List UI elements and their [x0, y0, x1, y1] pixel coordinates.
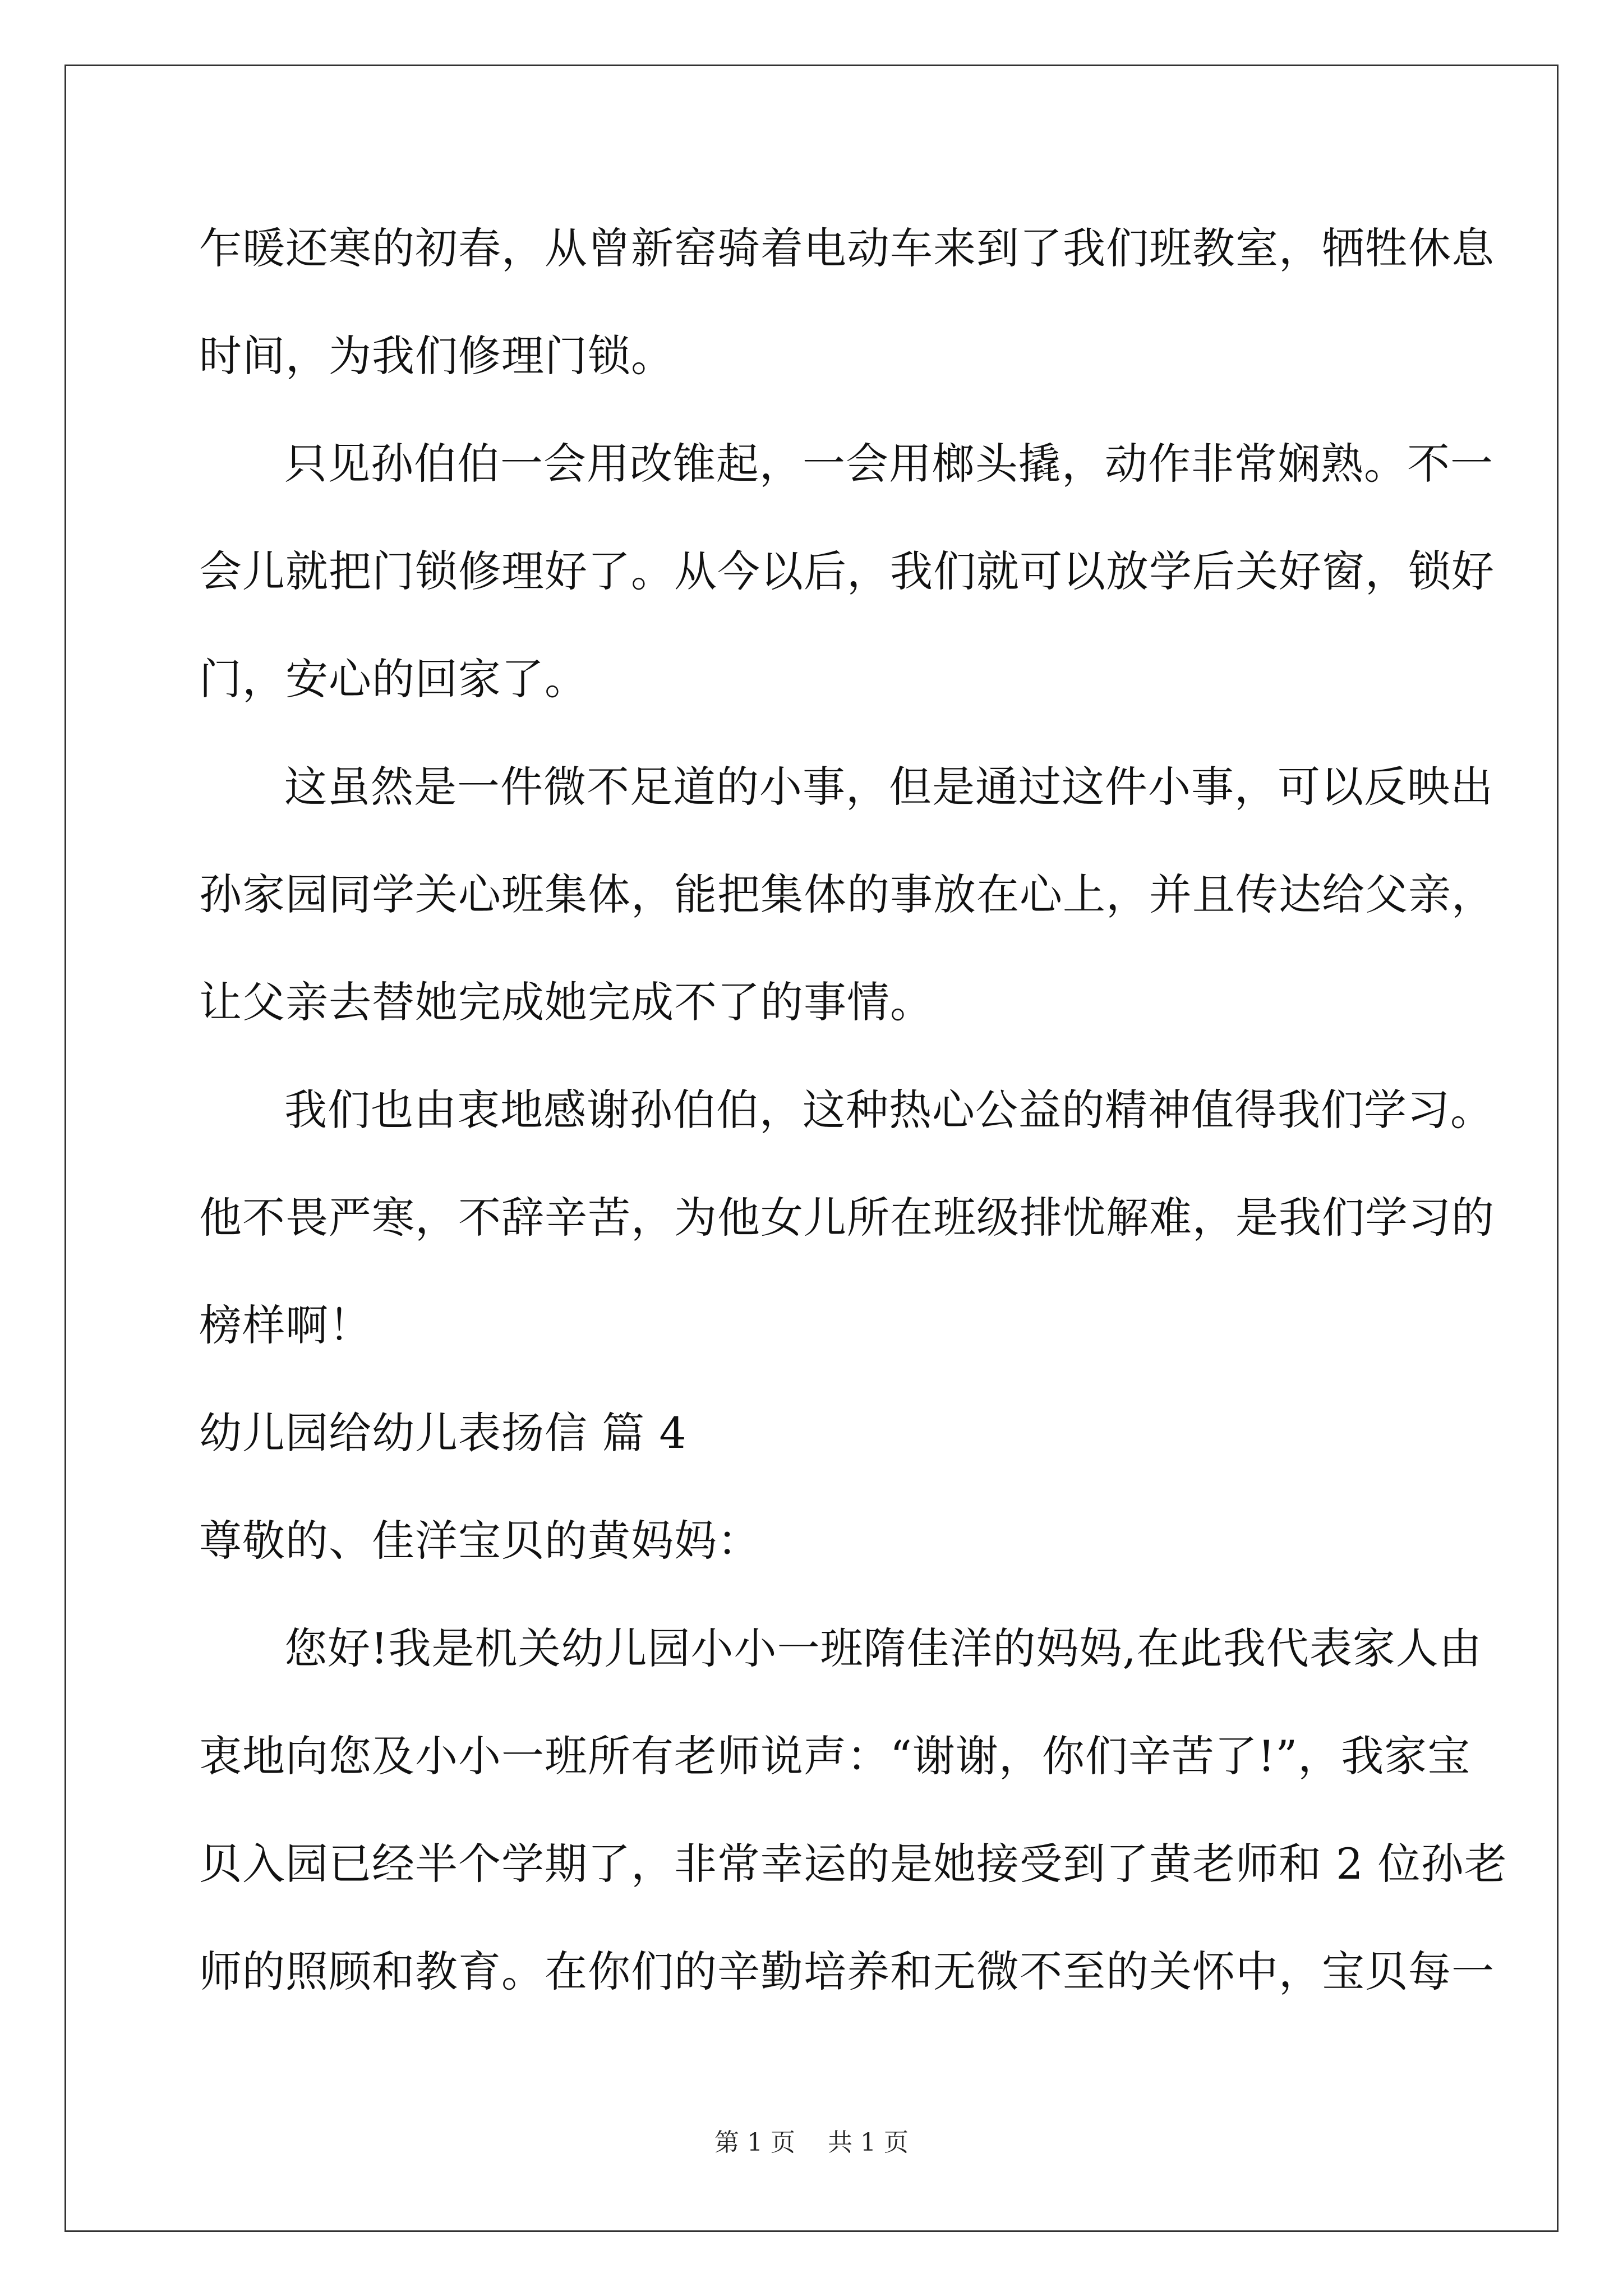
paragraph-line: 师的照顾和教育。在你们的辛勤培养和无微不至的关怀中，宝贝每一: [199, 1947, 1495, 1996]
paragraph-line: 让父亲去替她完成她完成不了的事情。: [199, 977, 933, 1027]
page-number: 第 1 页: [714, 2128, 795, 2157]
paragraph-line: 我们也由衷地感谢孙伯伯，这种热心公益的精神值得我们学习。: [284, 1085, 1493, 1135]
paragraph-line: 贝入园已经半个学期了，非常幸运的是她接受到了黄老师和 2 位孙老: [199, 1839, 1507, 1889]
paragraph-line: 衷地向您及小小一班所有老师说声：“谢谢，你们辛苦了!”，我家宝: [199, 1731, 1471, 1781]
paragraph-line: 时间，为我们修理门锁。: [199, 331, 674, 381]
document-body: [199, 206, 1507, 2037]
paragraph-line: 榜样啊！: [199, 1300, 372, 1350]
paragraph-line: 会儿就把门锁修理好了。从今以后，我们就可以放学后关好窗，锁好: [199, 546, 1495, 596]
paragraph-line: 孙家园同学关心班集体，能把集体的事放在心上，并且传达给父亲，: [199, 869, 1495, 919]
paragraph-line: 您好!我是机关幼儿园小小一班隋佳洋的妈妈,在此我代表家人由: [284, 1623, 1482, 1673]
section-heading: 幼儿园给幼儿表扬信 篇 4: [199, 1408, 687, 1458]
paragraph-line: 门，安心的回家了。: [199, 654, 588, 704]
letter-salutation: 尊敬的、佳洋宝贝的黄妈妈：: [199, 1516, 760, 1566]
paragraph-line: 乍暖还寒的初春，从曾新窑骑着电动车来到了我们班教室，牺牲休息: [199, 223, 1495, 273]
page-footer: [0, 2126, 1623, 2160]
paragraph-line: 这虽然是一件微不足道的小事，但是通过这件小事，可以反映出: [284, 762, 1493, 812]
page-total: 共 1 页: [828, 2128, 909, 2157]
paragraph-line: 只见孙伯伯一会用改锥起，一会用榔头撬，动作非常娴熟。不一: [284, 439, 1493, 489]
paragraph-line: 他不畏严寒，不辞辛苦，为他女儿所在班级排忧解难，是我们学习的: [199, 1193, 1495, 1243]
